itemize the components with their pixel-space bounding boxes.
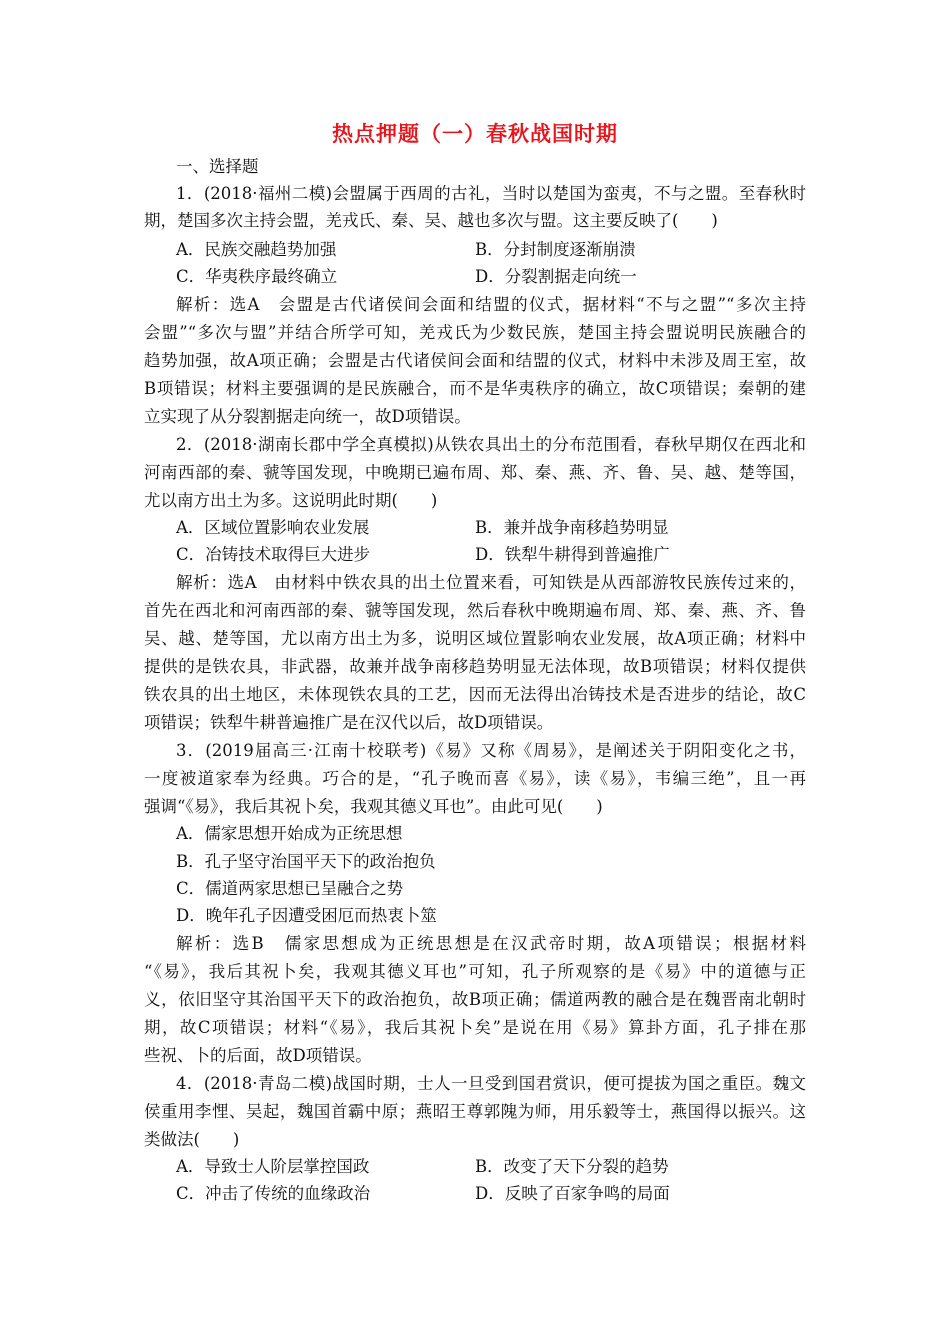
q3-stem-line: 一度被道家奉为经典。巧合的是，“孔子晚而喜《易》，读《易》，韦编三绝”，且一再 bbox=[144, 769, 806, 788]
q3-option-a: A．儒家思想开始成为正统思想 bbox=[176, 824, 403, 843]
q2-stem-line: 2．(2018·湖南长郡中学全真模拟)从铁农具出土的分布范围看，春秋早期仅在西北和 bbox=[176, 435, 806, 454]
q2-analysis-line: 项错误；铁犁牛耕普遍推广是在汉代以后，故D项错误。 bbox=[144, 713, 554, 732]
q4-option-c: C．冲击了传统的血缘政治 bbox=[176, 1184, 371, 1203]
q2-stem-line: 河南西部的秦、虢等国发现，中晚期已遍布周、郑、秦、燕、齐、鲁、吴、越、楚等国， bbox=[144, 463, 806, 482]
q2-option-a: A．区域位置影响农业发展 bbox=[176, 518, 370, 537]
q2-option-d: D．铁犁牛耕得到普遍推广 bbox=[475, 545, 670, 564]
q1-option-b: B．分封制度逐渐崩溃 bbox=[475, 240, 636, 259]
q4-option-d: D．反映了百家争鸣的局面 bbox=[475, 1184, 670, 1203]
q3-analysis-line: 解析：选B 儒家思想成为正统思想是在汉武帝时期，故A项错误；根据材料 bbox=[176, 934, 806, 953]
q2-analysis-line: 铁农具的出土地区，未体现铁农具的工艺，因而无法得出冶铸技术是否进步的结论，故C bbox=[144, 685, 806, 704]
q1-analysis-line: B项错误；材料主要强调的是民族融合，而不是华夷秩序的确立，故C项错误；秦朝的建 bbox=[144, 379, 806, 398]
q2-analysis-line: 吴、越、楚等国，尤以南方出土为多，说明区域位置影响农业发展，故A项正确；材料中 bbox=[144, 629, 806, 648]
q2-analysis-line: 解析：选A 由材料中铁农具的出土位置来看，可知铁是从西部游牧民族传过来的， bbox=[176, 573, 806, 592]
section-heading: 一、选择题 bbox=[176, 157, 259, 176]
q2-option-b: B．兼并战争南移趋势明显 bbox=[475, 518, 669, 537]
q1-stem-line: 1．(2018·福州二模)会盟属于西周的古礼，当时以楚国为蛮夷，不与之盟。至春秋时 bbox=[176, 184, 806, 203]
q1-analysis-line: 会盟”“多次与盟”并结合所学可知，羌戎氏为少数民族，楚国主持会盟说明民族融合的 bbox=[144, 323, 806, 342]
q1-stem-line: 期，楚国多次主持会盟，羌戎氏、秦、吴、越也多次与盟。这主要反映了( ) bbox=[144, 211, 718, 230]
q2-stem-line: 尤以南方出土为多。这说明此时期( ) bbox=[144, 491, 438, 510]
page-title: 热点押题（一）春秋战国时期 bbox=[332, 122, 618, 146]
q3-analysis-line: 期，故C项错误；材料“《易》，我后其祝卜矣”是说在用《易》算卦方面，孔子排在那 bbox=[144, 1018, 806, 1037]
q4-option-b: B．改变了天下分裂的趋势 bbox=[475, 1157, 669, 1176]
q1-analysis-line: 立实现了从分裂割据走向统一，故D项错误。 bbox=[144, 407, 471, 426]
q4-stem-line: 4．(2018·青岛二模)战国时期，士人一旦受到国君赏识，便可提拔为国之重臣。魏文 bbox=[176, 1074, 806, 1093]
q1-analysis-line: 解析：选A 会盟是古代诸侯间会面和结盟的仪式，据材料“不与之盟”“多次主持 bbox=[176, 295, 806, 314]
q4-stem-line: 类做法( ) bbox=[144, 1130, 240, 1149]
q2-analysis-line: 提供的是铁农具，非武器，故兼并战争南移趋势明显无法体现，故B项错误；材料仅提供 bbox=[144, 657, 806, 676]
q3-analysis-line: 些祝、卜的后面，故D项错误。 bbox=[144, 1046, 372, 1065]
q3-stem-line: 强调“《易》，我后其祝卜矣，我观其德义耳也”。由此可见( ) bbox=[144, 797, 603, 816]
q1-analysis-line: 趋势加强，故A项正确；会盟是古代诸侯间会面和结盟的仪式，材料中未涉及周王室，故 bbox=[144, 351, 806, 370]
q4-stem-line: 侯重用李悝、吴起，魏国首霸中原；燕昭王尊郭隗为师，用乐毅等士，燕国得以振兴。这 bbox=[144, 1102, 806, 1121]
q3-option-c: C．儒道两家思想已呈融合之势 bbox=[176, 879, 404, 898]
q3-analysis-line: 义，依旧坚守其治国平天下的政治抱负，故B项正确；儒道两教的融合是在魏晋南北朝时 bbox=[144, 990, 806, 1009]
q3-stem-line: 3．(2019届高三·江南十校联考)《易》又称《周易》，是阐述关于阴阳变化之书， bbox=[176, 741, 806, 760]
q2-analysis-line: 首先在西北和河南西部的秦、虢等国发现，然后春秋中晚期遍布周、郑、秦、燕、齐、鲁 bbox=[144, 601, 806, 620]
q3-option-b: B．孔子坚守治国平天下的政治抱负 bbox=[176, 852, 436, 871]
q3-analysis-line: “《易》，我后其祝卜矣，我观其德义耳也”可知，孔子所观察的是《易》中的道德与正 bbox=[144, 962, 806, 981]
q1-option-c: C．华夷秩序最终确立 bbox=[176, 267, 338, 286]
q1-option-d: D．分裂割据走向统一 bbox=[475, 267, 637, 286]
q4-option-a: A．导致士人阶层掌控国政 bbox=[176, 1157, 370, 1176]
q2-option-c: C．冶铸技术取得巨大进步 bbox=[176, 545, 371, 564]
q1-option-a: A．民族交融趋势加强 bbox=[176, 240, 337, 259]
q3-option-d: D．晚年孔子因遭受困厄而热衷卜筮 bbox=[176, 906, 437, 925]
